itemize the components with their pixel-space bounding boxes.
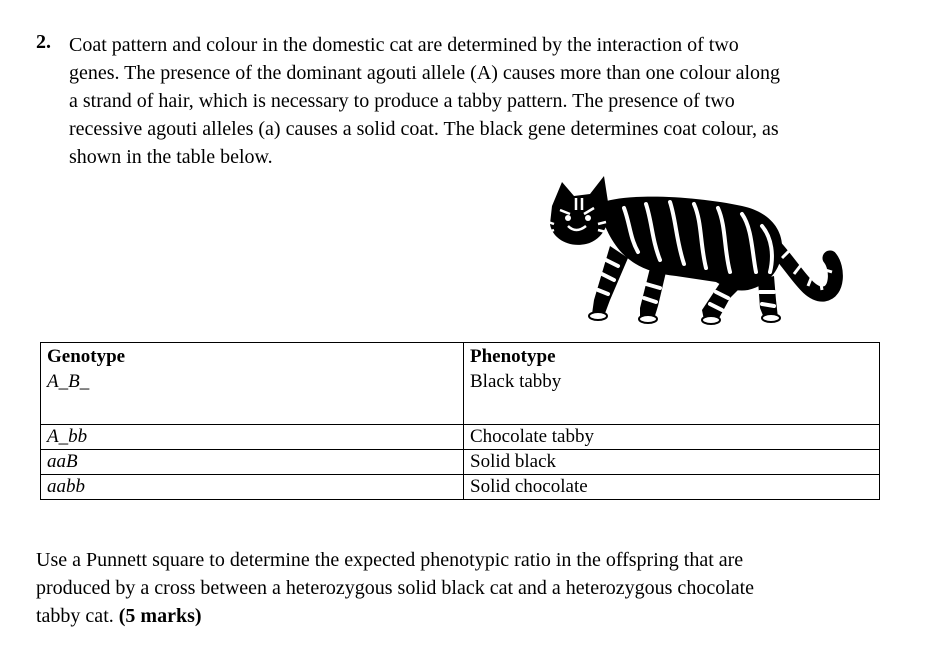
question-number: 2. <box>36 31 51 53</box>
prompt-line: tabby cat. <box>36 605 114 627</box>
question-line: Coat pattern and colour in the domestic cat are determined by the interaction of two <box>69 34 739 56</box>
question-text <box>69 31 899 171</box>
table-header-row <box>41 343 880 371</box>
question-line: genes. The presence of the dominant agouti allele (A) causes more than one colour along <box>69 62 781 84</box>
prompt-line-last <box>36 602 916 630</box>
header-phenotype: Phenotype <box>464 343 880 371</box>
table-row <box>41 370 880 425</box>
table-row <box>41 425 880 450</box>
question-line: a strand of hair, which is necessary to produce a tabby pattern. The presence of two <box>69 90 735 112</box>
phenotype-cell: Chocolate tabby <box>464 425 880 450</box>
phenotype-cell: Solid chocolate <box>464 475 880 500</box>
phenotype-cell: Solid black <box>464 450 880 475</box>
question-line: shown in the table below. <box>69 146 273 168</box>
genotype-phenotype-table <box>40 342 880 500</box>
table-row <box>41 475 880 500</box>
genotype-cell: aaB <box>41 450 464 475</box>
genotype-cell: A_B_ <box>41 370 464 425</box>
genotype-cell: A_bb <box>41 425 464 450</box>
phenotype-cell: Black tabby <box>464 370 880 425</box>
table-row <box>41 450 880 475</box>
tabby-cat-icon <box>546 168 846 326</box>
genotype-cell: aabb <box>41 475 464 500</box>
marks-label: (5 marks) <box>118 605 202 627</box>
task-prompt <box>36 546 916 630</box>
header-genotype: Genotype <box>41 343 464 371</box>
prompt-line: Use a Punnett square to determine the expected phenotypic ratio in the offspring that are <box>36 549 744 571</box>
prompt-line: produced by a cross between a heterozygous solid black cat and a heterozygous chocolate <box>36 577 755 599</box>
question-line: recessive agouti alleles (a) causes a solid coat. The black gene determines coat colour, as <box>69 118 779 140</box>
